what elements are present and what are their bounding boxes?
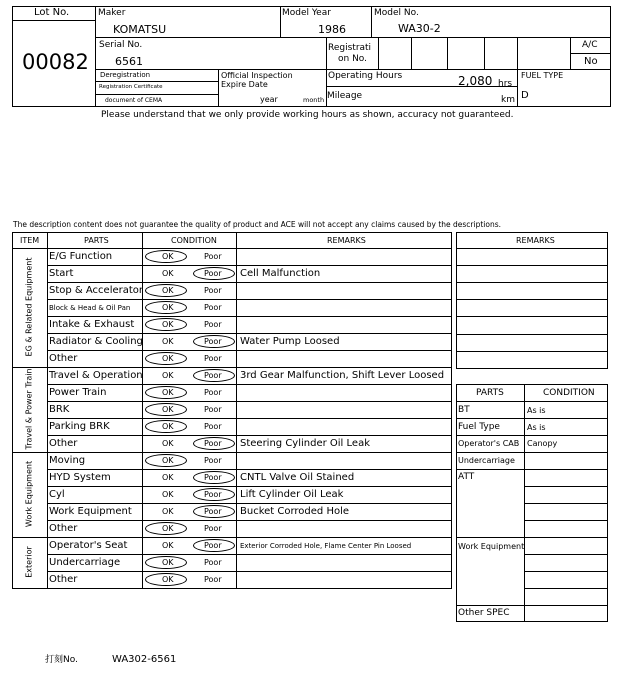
part-name: HYD System — [49, 472, 111, 483]
remarks-column-header: REMARKS — [327, 236, 366, 245]
poor-label: Poor — [204, 507, 222, 516]
deregistration-label: Deregistration — [100, 71, 151, 79]
model-year-label: Model Year — [282, 8, 331, 18]
poor-selected-circle — [193, 471, 235, 484]
part-name: Undercarriage — [49, 557, 121, 568]
lot-label: Lot No. — [34, 7, 70, 18]
right-condition-header: CONDITION — [543, 388, 595, 398]
part-name: Intake & Exhaust — [49, 319, 135, 330]
ok-selected-circle — [145, 284, 187, 297]
row-divider — [47, 367, 452, 368]
poor-label: Poor — [204, 524, 222, 533]
remark-text: Lift Cylinder Oil Leak — [240, 489, 344, 500]
poor-label: Poor — [204, 354, 222, 363]
engraving-value: WA302-6561 — [112, 654, 177, 665]
group-label: Travel & Power Train — [24, 367, 33, 450]
ok-label: OK — [162, 524, 174, 533]
row-divider — [47, 299, 452, 300]
ok-label: OK — [162, 320, 174, 329]
registration-label-2: on No. — [338, 54, 368, 64]
poor-label: Poor — [204, 558, 222, 567]
row-divider — [47, 265, 452, 266]
part-name: BRK — [49, 404, 70, 415]
inspection-label-1: Official Inspection — [221, 71, 293, 80]
ok-selected-circle — [145, 318, 187, 331]
remark-text: 3rd Gear Malfunction, Shift Lever Loosed — [240, 370, 445, 381]
poor-label: Poor — [204, 252, 222, 261]
row-divider — [47, 554, 452, 555]
part-name: Start — [49, 268, 74, 279]
hours-note: Please understand that we only provide working hours as shown, accuracy not guaranteed. — [101, 110, 514, 120]
ac-label: A/C — [582, 40, 598, 50]
row-divider — [47, 418, 452, 419]
remark-text: Bucket Corroded Hole — [240, 506, 350, 517]
row-divider — [47, 588, 452, 589]
maker-value: KOMATSU — [113, 23, 167, 36]
part-name: Cyl — [49, 489, 65, 500]
poor-selected-circle — [193, 369, 235, 382]
ok-label: OK — [162, 541, 174, 550]
poor-label: Poor — [204, 575, 222, 584]
row-divider — [47, 333, 452, 334]
operating-hours-label: Operating Hours — [328, 71, 403, 81]
poor-label: Poor — [204, 439, 222, 448]
row-divider — [47, 316, 452, 317]
engraving-label: 打刻No. — [45, 655, 78, 665]
bt-condition: As is — [527, 406, 546, 415]
ok-label: OK — [162, 473, 174, 482]
poor-selected-circle — [193, 505, 235, 518]
ok-selected-circle — [145, 301, 187, 314]
ac-value: No — [584, 56, 598, 67]
ok-label: OK — [162, 388, 174, 397]
ok-label: OK — [162, 269, 174, 278]
month-label: month — [303, 96, 325, 104]
poor-label: Poor — [204, 337, 222, 346]
group-label: Exterior — [24, 545, 33, 578]
ok-label: OK — [162, 439, 174, 448]
model-no-value: WA30-2 — [398, 22, 441, 35]
condition-column-header: CONDITION — [171, 236, 217, 245]
ok-selected-circle — [145, 386, 187, 399]
row-divider — [47, 384, 452, 385]
poor-label: Poor — [204, 422, 222, 431]
part-name: Other — [49, 353, 78, 364]
part-name: Moving — [49, 455, 86, 466]
poor-selected-circle — [193, 539, 235, 552]
fuel-type-condition: As is — [527, 423, 546, 432]
bt-part: BT — [458, 405, 470, 415]
ok-label: OK — [162, 337, 174, 346]
poor-label: Poor — [204, 490, 222, 499]
maker-label: Maker — [98, 8, 126, 18]
poor-label: Poor — [204, 541, 222, 550]
row-divider — [47, 503, 452, 504]
ok-label: OK — [162, 354, 174, 363]
ok-label: OK — [162, 405, 174, 414]
part-name: Power Train — [49, 387, 107, 398]
disclaimer-text: The description content does not guarantee the quality of product and ACE will not accept any claims caused by the descriptions. — [13, 220, 502, 229]
inspection-label-2: Expire Date — [221, 80, 268, 89]
remark-text: Cell Malfunction — [240, 268, 321, 279]
poor-label: Poor — [204, 473, 222, 482]
operator-cab-part: Operator's CAB — [458, 439, 520, 448]
serial-value: 6561 — [115, 55, 143, 68]
poor-selected-circle — [193, 437, 235, 450]
remark-text: Steering Cylinder Oil Leak — [240, 438, 370, 449]
fuel-type-label: FUEL TYPE — [521, 71, 564, 80]
ok-selected-circle — [145, 403, 187, 416]
part-name: E/G Function — [49, 251, 113, 262]
poor-selected-circle — [193, 488, 235, 501]
right-remarks-header: REMARKS — [516, 236, 555, 245]
km-unit: km — [501, 95, 515, 105]
lot-number: 00082 — [22, 50, 89, 74]
part-name: Operator's Seat — [49, 540, 128, 551]
operating-hours-value: 2,080 — [458, 74, 493, 88]
poor-label: Poor — [204, 456, 222, 465]
fuel-type-part: Fuel Type — [458, 422, 500, 432]
ok-selected-circle — [145, 454, 187, 467]
operator-cab-condition: Canopy — [527, 439, 558, 448]
remark-text: CNTL Valve Oil Stained — [240, 472, 355, 483]
model-no-label: Model No. — [374, 8, 419, 18]
poor-selected-circle — [193, 335, 235, 348]
ok-label: OK — [162, 507, 174, 516]
model-year-value: 1986 — [318, 23, 346, 36]
undercarriage-label: Undercarriage — [458, 456, 515, 465]
row-divider — [47, 350, 452, 351]
row-divider — [47, 520, 452, 521]
row-divider — [47, 452, 452, 453]
ok-label: OK — [162, 286, 174, 295]
part-name: Work Equipment — [49, 506, 132, 517]
serial-label: Serial No. — [99, 40, 143, 50]
poor-label: Poor — [204, 320, 222, 329]
ok-label: OK — [162, 252, 174, 261]
row-divider — [47, 486, 452, 487]
ok-selected-circle — [145, 250, 187, 263]
work-equipment-label: Work Equipment — [458, 542, 525, 551]
row-divider — [47, 537, 452, 538]
registration-certificate-label: Registration Certificate — [99, 84, 163, 90]
ok-selected-circle — [145, 556, 187, 569]
ok-label: OK — [162, 575, 174, 584]
poor-label: Poor — [204, 269, 222, 278]
remark-text: Exterior Corroded Hole, Flame Center Pin Loosed — [240, 542, 412, 550]
part-name: Other — [49, 574, 78, 585]
parts-column-header: PARTS — [84, 236, 109, 245]
hrs-unit: hrs — [498, 79, 513, 89]
group-divider — [12, 588, 47, 589]
poor-label: Poor — [204, 371, 222, 380]
ok-selected-circle — [145, 352, 187, 365]
cema-label: document of CEMA — [105, 97, 163, 104]
ok-label: OK — [162, 303, 174, 312]
registration-label-1: Registrati — [328, 43, 372, 53]
year-label: year — [260, 95, 278, 104]
other-spec-label: Other SPEC — [458, 608, 510, 618]
part-name: Stop & Accelerator — [49, 285, 144, 296]
row-divider — [47, 401, 452, 402]
att-label: ATT — [458, 472, 475, 482]
mileage-label: Mileage — [327, 91, 363, 101]
ok-label: OK — [162, 456, 174, 465]
right-parts-header: PARTS — [476, 388, 504, 398]
part-name: Block & Head & Oil Pan — [49, 304, 131, 312]
part-name: Radiator & Cooling — [49, 336, 143, 347]
row-divider — [47, 571, 452, 572]
part-name: Other — [49, 438, 78, 449]
remark-text: Water Pump Loosed — [240, 336, 340, 347]
ok-label: OK — [162, 422, 174, 431]
row-divider — [47, 469, 452, 470]
row-divider — [47, 282, 452, 283]
group-label: EG & Related Equipment — [24, 257, 33, 356]
poor-label: Poor — [204, 405, 222, 414]
ok-selected-circle — [145, 522, 187, 535]
ok-selected-circle — [145, 420, 187, 433]
part-name: Other — [49, 523, 78, 534]
ok-label: OK — [162, 558, 174, 567]
fuel-type-value: D — [521, 90, 529, 101]
poor-selected-circle — [193, 267, 235, 280]
part-name: Travel & Operation — [49, 370, 143, 381]
poor-label: Poor — [204, 388, 222, 397]
ok-label: OK — [162, 371, 174, 380]
ok-label: OK — [162, 490, 174, 499]
part-name: Parking BRK — [49, 421, 110, 432]
ok-selected-circle — [145, 573, 187, 586]
poor-label: Poor — [204, 303, 222, 312]
group-label: Work Equipment — [24, 460, 33, 527]
item-column-header: ITEM — [20, 236, 40, 245]
row-divider — [47, 435, 452, 436]
poor-label: Poor — [204, 286, 222, 295]
